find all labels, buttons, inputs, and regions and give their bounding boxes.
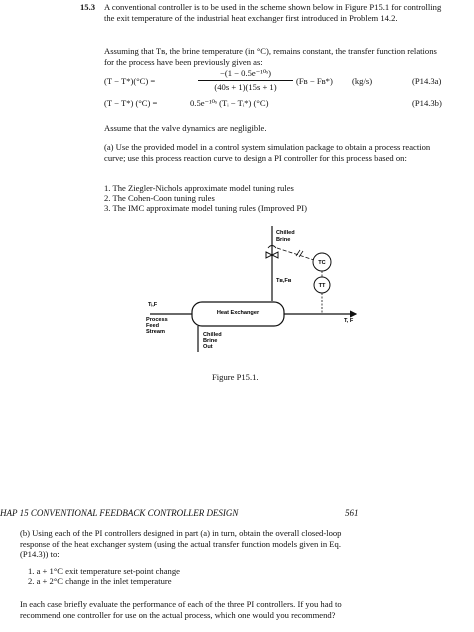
valve-note: Assume that the valve dynamics are negligible. <box>104 123 267 133</box>
method-imc: 3. The IMC approximate model tuning rules (Improved PI) <box>104 203 307 213</box>
eq-b-rhs: 0.5e⁻¹⁰ˢ (Tᵢ − Tᵢ*) (°C) <box>190 98 269 108</box>
part-b-text: (b) Using each of the PI controllers designed in part (a) in turn, obtain the overall closed-loop response of the heat exchanger system (using the actual transfer function models given in Eq. (P14.3)) to: <box>20 528 342 560</box>
figure-caption: Figure P15.1. <box>212 372 259 382</box>
closing-text: In each case briefly evaluate the performance of each of the three PI controllers. If you had to recommend one controller for use on the actual process, which one would you recommend? <box>20 599 342 620</box>
heat-exchanger-label: Heat Exchanger <box>216 310 260 316</box>
chapter-header: HAP 15 CONVENTIONAL FEEDBACK CONTROLLER DESIGN <box>0 508 239 518</box>
page-number: 561 <box>345 508 359 518</box>
chilled-brine-in-label-2: Brine <box>276 237 291 243</box>
page-gap <box>0 430 474 444</box>
eq-a-lhs: (T − T*)(°C) = <box>104 76 156 86</box>
problem-number: 15.3 <box>80 2 96 12</box>
problem-intro: A conventional controller is to be used in the scheme shown below in Figure P15.1 for controlling the exit temperature of the industrial heat exchanger first introduced in Problem 14.2. <box>104 2 442 23</box>
chilled-brine-out-label-2: Brine <box>203 338 218 344</box>
eq-b-tag: (P14.3b) <box>412 98 442 108</box>
method-ziegler-nichols: 1. The Ziegler-Nichols approximate model tuning rules <box>104 183 294 193</box>
ti-f-label: Tᵢ,F <box>148 302 158 308</box>
eq-a-factor: (Fʙ − Fʙ*) <box>296 76 333 86</box>
chilled-brine-in-label-1: Chilled <box>276 230 295 236</box>
process-feed-label-3: Stream <box>146 329 165 335</box>
method-cohen-coon: 2. The Cohen-Coon tuning rules <box>104 193 215 203</box>
assumption-text: Assuming that Tʙ, the brine temperature (in °C), remains constant, the transfer function relations for the process have been previously given as: <box>104 46 437 67</box>
part-a-text: (a) Use the provided model in a control system simulation package to obtain a process reaction curve; use this process reaction curve to design a PI controller for this process based on: <box>104 142 431 163</box>
tc-label: TC <box>318 260 326 266</box>
eq-a-numerator: −(1 − 0.5e⁻¹⁰ˢ) <box>220 68 271 78</box>
chilled-brine-out-label-3: Out <box>203 344 213 350</box>
process-feed-label-1: Process <box>146 317 168 323</box>
tb-fb-label: Tʙ,Fʙ <box>276 278 292 284</box>
eq-b-lhs: (T − T*) (°C) = <box>104 98 158 108</box>
eq-a-unit: (kg/s) <box>352 76 373 86</box>
tt-label: TT <box>318 283 326 289</box>
process-feed-label-2: Feed <box>146 323 160 329</box>
part-b-item-2: 2. a + 2°C change in the inlet temperature <box>28 576 172 586</box>
t-f-outlet-label: T, F <box>344 318 354 324</box>
tc-signal-line <box>277 248 314 260</box>
chilled-brine-out-label-1: Chilled <box>203 332 222 338</box>
eq-a-denominator: (40s + 1)(15s + 1) <box>214 82 277 92</box>
eq-a-tag: (P14.3a) <box>412 76 442 86</box>
part-b-item-1: 1. a + 1°C exit temperature set-point change <box>28 566 180 576</box>
